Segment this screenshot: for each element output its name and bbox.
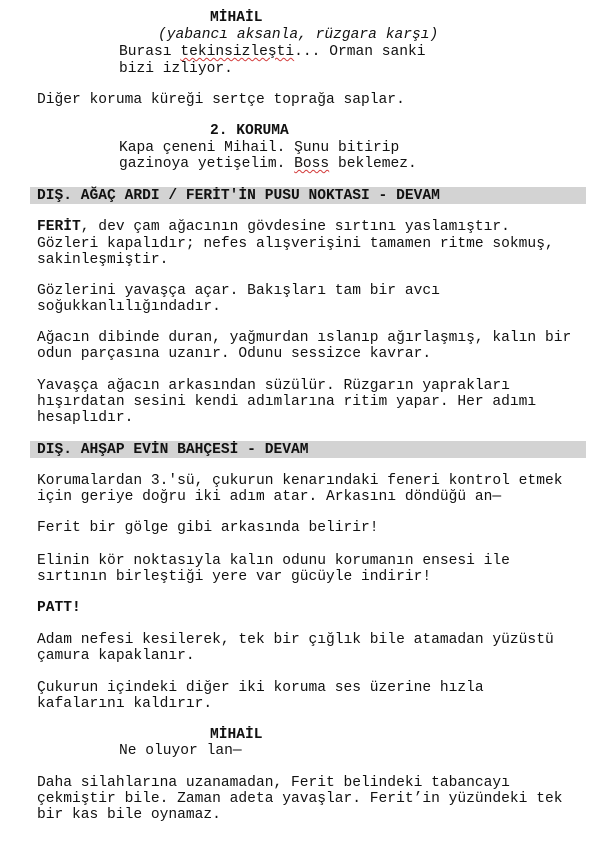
dialogue-line — [119, 156, 417, 172]
action-line: Korumalardan 3.'sü, çukurun kenarındaki feneri kontrol etmek — [37, 473, 563, 489]
action-line: sırtının birleştiği yere var gücüyle indirir! — [37, 569, 432, 585]
dialogue-text: Burası — [119, 44, 181, 60]
action-line: sakinleşmiştir. — [37, 252, 169, 268]
dialogue-text: beklemez. — [329, 156, 417, 172]
action-line: soğukkanlılığındadır. — [37, 299, 221, 315]
scene-heading-text: DIŞ. AĞAÇ ARDI / FERİT'İN PUSU NOKTASI - DEVAM — [37, 188, 440, 204]
dialogue-line — [119, 44, 426, 60]
dialogue-text: ... Orman sanki — [294, 44, 426, 60]
action-line: Daha silahlarına uzanamadan, Ferit belindeki tabancayı — [37, 775, 510, 791]
action-line: kafalarını kaldırır. — [37, 696, 213, 712]
scene-heading — [30, 441, 586, 458]
dialogue-line: Kapa çeneni Mihail. Şunu bitirip — [119, 140, 400, 156]
spellcheck-flagged-word[interactable]: tekinsizleşti — [180, 44, 295, 60]
action-line: Gözleri kapalıdır; nefes alışverişini tamamen ritme sokmuş, — [37, 236, 554, 252]
spellcheck-flagged-word[interactable]: Boss — [294, 156, 330, 172]
action-line: için geriye doğru iki adım atar. Arkasını döndüğü an— — [37, 489, 502, 505]
action-line: Gözlerini yavaşça açar. Bakışları tam bir avcı — [37, 283, 440, 299]
action-line: Ferit bir gölge gibi arkasında belirir! — [37, 520, 379, 536]
dialogue-line: bizi izliyor. — [119, 61, 233, 77]
character-mihail: MİHAİL — [210, 10, 263, 26]
action-line: çekmiştir bile. Zaman adeta yavaşlar. Ferit’in yüzündeki tek — [37, 791, 563, 807]
action-line — [37, 219, 510, 235]
dialogue-line: Ne oluyor lan— — [119, 743, 242, 759]
action-line: odun parçasına uzanır. Odunu sessizce kavrar. — [37, 346, 432, 362]
action-line: hışırdatan sesini kendi adımlarına ritim yapar. Her adımı — [37, 394, 537, 410]
action-line: Elinin kör noktasıyla kalın odunu korumanın ensesi ile — [37, 553, 510, 569]
action-line: çamura kapaklanır. — [37, 648, 195, 664]
dialogue-text: gazinoya yetişelim. — [119, 156, 295, 172]
sound-effect: PATT! — [37, 600, 81, 616]
action-line: Adam nefesi kesilerek, tek bir çığlık bile atamadan yüzüstü — [37, 632, 554, 648]
action-line: bir kas bile oynamaz. — [37, 807, 221, 823]
action-line: hesaplıdır. — [37, 410, 134, 426]
action-text: , dev çam ağacının gövdesine sırtını yaslamıştır. — [80, 219, 510, 235]
action-line: Ağacın dibinde duran, yağmurdan ıslanıp ağırlaşmış, kalın bir — [37, 330, 572, 346]
character-mihail: MİHAİL — [210, 727, 263, 743]
scene-heading-text: DIŞ. AHŞAP EVİN BAHÇESİ - DEVAM — [37, 442, 309, 458]
action-line: Diğer koruma küreği sertçe toprağa saplar. — [37, 92, 405, 108]
scene-heading — [30, 187, 586, 204]
character-2-koruma: 2. KORUMA — [210, 123, 289, 139]
character-name-ferit: FERİT — [37, 219, 81, 235]
parenthetical: (yabancı aksanla, rüzgara karşı) — [158, 27, 439, 43]
action-line: Yavaşça ağacın arkasından süzülür. Rüzgarın yaprakları — [37, 378, 510, 394]
action-line: Çukurun içindeki diğer iki koruma ses üzerine hızla — [37, 680, 484, 696]
